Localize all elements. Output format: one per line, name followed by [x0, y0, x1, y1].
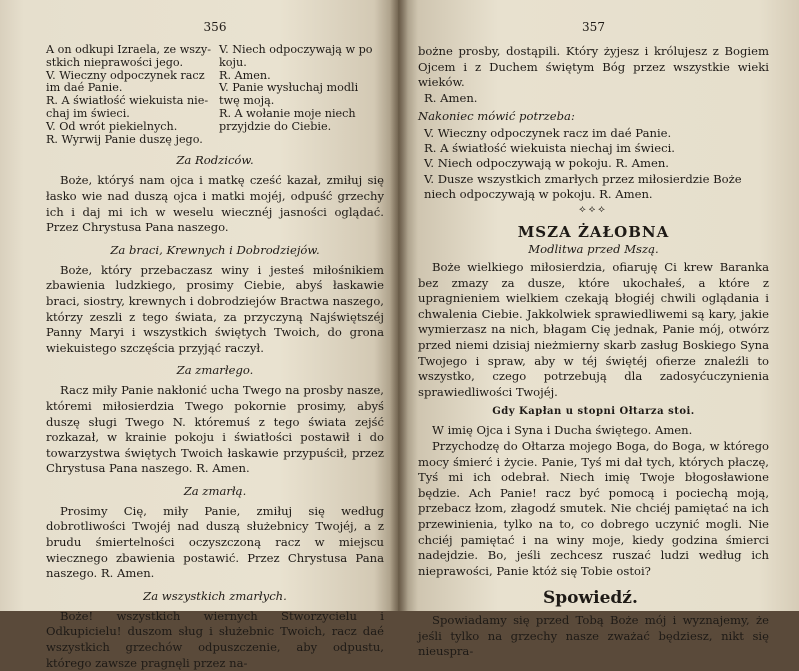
prayer-paragraph: Boże! wszystkich wiernych Stworzycielu i Odkupicielu! duszom sług i służebnic Twoich, racz daé wszystkich grzechów odpuszczenie, aby odpustu, którego zawsze pragnęli przez na- [46, 608, 384, 670]
section-heading: Za zmarłą. [183, 483, 247, 498]
versicle-line: V. Panie wysłuchaj modli [219, 81, 359, 95]
prayer-paragraph: Przychodzę do Ołtarza mojego Boga, do Boga, w którego mocy śmierć i życie. Panie, Tyś mi dał tych, których płaczę, Tyś mi ich odebrał. Niech imię Twoje błogosławione będzie. Ach Panie! racz być pomocą i pociechą moją, przebacz łzom, złagodź smutek. Nie chciéj pamiętać na ich przewinienia, tylko na to, co dobrego uczynić mogli. Nie chciéj pamiętać i na winy moje, kiedy godzina śmierci nadejdzie. Bo, jeśli zechcesz ruszać ludzi według ich nieprawości, Panie któż się Tobie ostoi? [418, 438, 769, 578]
section-heading: Za Rodziców. [176, 153, 254, 168]
versicle-line: V. Niech odpoczywają w pokoju. R. Amen. [424, 156, 669, 171]
page-number: 356 [203, 20, 227, 34]
section-heading: Za zmarłego. [176, 363, 254, 378]
section-subtitle: Modlitwa przed Mszą. [528, 242, 659, 256]
versicle-line: stkich nieprawości jego. [46, 55, 184, 69]
prayer-paragraph: Racz miły Panie nakłonić ucha Twego na prosby nasze, któremi miłosierdzia Twego pokornie prosimy, abyś duszę sługi Twego N. któremuś z tego świata zejść rozkazał, w krainie pokoju i światłości postawił i do towarzystwa świętych Twoich łaskawie przypuścił, przez Chrystusa Pana naszego. R. Amen. [46, 383, 384, 476]
versicle-line: koju. [219, 55, 247, 69]
rubric-heading: Gdy Kapłan u stopni Ołtarza stoi. [492, 406, 695, 418]
prayer-paragraph: Prosimy Cię, miły Panie, zmiłuj się według dobrotliwości Twojéj nad duszą służebnicy Twojéj, a z brudu śmiertelności oczyszczoną racz w miejscu wiecznego zbawienia postawić. Przez Chrystusa Pana naszego. R. Amen. [46, 503, 384, 581]
prayer-paragraph: Boże wielkiego miłosierdzia, ofiaruję Ci krew Baranka bez zmazy za dusze, które ukochałeś, a które z upragnieniem wielkiem czekają błogiéj chwili oglądania i chwalenia Ciebie. Jakkolwiek sprawiedliwemi są kary, jakie wymierzasz na nich, błagam Cię jednak, Panie mój, otwórz przed niemi dzisiaj nieżmierny skarb zasług Boskiego Syna Twojego i spraw, aby w téj świętéj ofierze znaleźli to wszystko, czego potrzebują dla zadosyćuczynienia sprawiedliwości Twojéj. [418, 260, 769, 399]
versicle-line: V. Wieczny odpoczynek racz [46, 68, 205, 82]
instruction-text: Nakoniec mówić potrzeba: [418, 108, 575, 123]
amen-line: R. Amen. [424, 90, 478, 105]
versicle-line: R. A wołanie moje niech [219, 106, 356, 120]
versicles-column-left [46, 44, 211, 146]
versicle-line: V. Wieczny odpoczynek racz im daé Panie. [424, 125, 672, 140]
versicle-line: A on odkupi Izraela, ze wszy- [46, 43, 212, 56]
left-page [0, 0, 398, 670]
versicle-line: V. Od wrót piekielnych. [46, 119, 178, 133]
versicle-line: V. Dusze wszystkich zmarłych przez miłosierdzie Boże [424, 171, 742, 186]
versicles-block [46, 44, 384, 146]
prayer-paragraph: Boże, który przebaczasz winy i jesteś miłośnikiem zbawienia ludzkiego, prosimy Ciebie, abyś łaskawie braci, siostry, krewnych i dobrodziejów Bractwa naszego, którzy zeszli z tego świata, za przyczyną Najświętszéj Panny Maryi i wszystkich świętych Twoich, do grona wiekuistego szczęścia przyjąć raczył. [46, 262, 384, 355]
versicle-line: przyjdzie do Ciebie. [219, 119, 332, 133]
page-number: 357 [582, 20, 605, 34]
prayer-line: W imię Ojca i Syna i Ducha świętego. Amen. [432, 423, 693, 438]
prayer-paragraph: Boże, któryś nam ojca i matkę cześć kazał, zmiłuj się łasko wie nad duszą ojca i matki mojéj, odpuść grzechy ich i daj mi ich w weselu wiecznéj jasności oglądać. Przez Chrystusa Pana naszego. [46, 173, 384, 235]
right-page [398, 0, 799, 659]
versicle-line: chaj im świeci. [46, 106, 130, 120]
prayer-paragraph: bożne prosby, dostąpili. Który żyjesz i królujesz z Bogiem Ojcem i z Duchem świętym Bóg przez wszystkie wieki wieków. [418, 44, 769, 90]
versicle-line: im daé Panie. [46, 81, 123, 95]
versicle-line: R. A światłość wiekuista niechaj im świeci. [424, 141, 675, 156]
versicle-line: R. Amen. [219, 68, 271, 82]
versicle-line: twę moją. [219, 94, 275, 108]
prayer-paragraph: Spowiadamy się przed Tobą Boże mój i wyznajemy, że jeśli tylko na grzechy nasze zważać będziesz, nikt się nieuspra- [418, 613, 769, 659]
section-heading: Za wszystkich zmarłych. [143, 588, 287, 603]
versicle-line: R. Wyrwij Panie duszę jego. [46, 132, 203, 146]
section-title-mass: MSZA ŻAŁOBNA [517, 223, 670, 241]
section-title-confession: Spowiedź. [543, 588, 638, 609]
versicle-line: V. Niech odpoczywają w po [219, 43, 373, 56]
section-heading: Za braci, Krewnych i Dobrodziejów. [110, 242, 320, 257]
versicle-line: niech odpoczywają w pokoju. R. Amen. [424, 186, 653, 201]
versicle-line: R. A światłość wiekuista nie- [46, 94, 209, 108]
versicles-column-right [219, 44, 384, 146]
ornament-divider: ⟡⟡⟡ [579, 204, 608, 215]
